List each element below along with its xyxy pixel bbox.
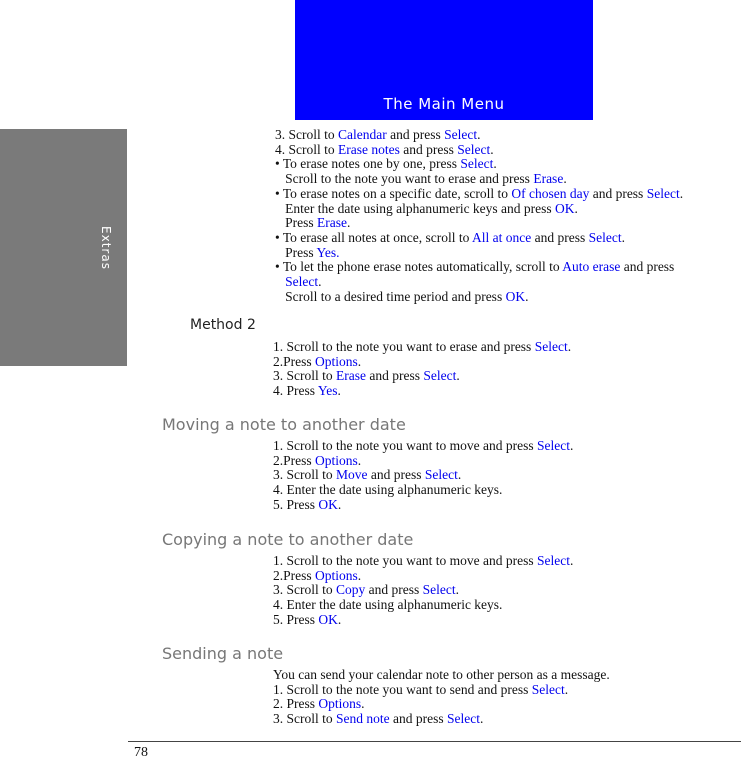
step-text: 2.Press (273, 353, 316, 369)
step-text: . (337, 496, 342, 512)
menu-keyword: Calendar (338, 127, 387, 142)
step-line (273, 339, 571, 354)
step-line (273, 612, 341, 627)
menu-keyword: Select (444, 127, 478, 142)
menu-keyword: Move (336, 467, 368, 483)
copying-heading: Copying a note to another date (162, 530, 414, 549)
step-text: 2.Press (273, 452, 316, 468)
menu-keyword: Erase (336, 368, 366, 384)
menu-keyword: Erase (533, 171, 564, 187)
step-line (273, 368, 460, 383)
step-line (273, 467, 461, 482)
step-text: Scroll to a desired time period and press (275, 288, 506, 304)
step-text: 4. Enter the date using alphanumeric keys. (273, 597, 503, 613)
menu-keyword: Select (531, 681, 565, 697)
step-text: 2.Press (273, 567, 316, 583)
step-line (273, 453, 361, 468)
menu-keyword: OK (555, 200, 575, 216)
page-number: 78 (134, 745, 148, 760)
step-text: 5. Press (273, 496, 319, 512)
step-text: and press (386, 127, 445, 142)
step-line (273, 354, 361, 369)
step-text: 3. Scroll to (273, 368, 336, 384)
menu-keyword: Yes. (316, 244, 340, 260)
footer-rule (128, 741, 741, 742)
menu-keyword: Of chosen day (511, 185, 590, 201)
step-text: . (477, 127, 481, 142)
step-line (275, 259, 674, 274)
step-line (273, 438, 573, 453)
step-text: and press (365, 582, 423, 598)
menu-keyword: Select (536, 553, 570, 568)
step-text: . (679, 185, 684, 201)
step-text: Press (275, 244, 317, 260)
step-text: . (493, 156, 497, 172)
step-text: 4. Scroll to (275, 141, 338, 157)
step-text: and press (389, 711, 447, 727)
step-line (273, 553, 573, 568)
menu-keyword: Select (422, 582, 456, 598)
step-line (275, 127, 480, 142)
step-line (275, 171, 567, 186)
menu-keyword: Select (534, 339, 568, 354)
side-tab-label: Extras (99, 226, 113, 270)
step-text: . (361, 696, 365, 712)
menu-keyword: Options (318, 696, 362, 712)
menu-keyword: Select (588, 229, 622, 245)
step-line (275, 274, 322, 289)
step-text: Enter the date using alphanumeric keys and press (275, 200, 556, 216)
step-text: and press (399, 141, 458, 157)
step-text: . (456, 368, 460, 384)
step-text: 1. Scroll to the note you want to send and press (273, 681, 532, 697)
menu-keyword: Select (447, 711, 480, 727)
step-text: . (490, 141, 494, 157)
step-text: . (621, 229, 625, 245)
step-text: and press (620, 259, 675, 275)
menu-keyword: OK (318, 611, 338, 627)
step-text (275, 274, 285, 289)
menu-keyword: Erase notes (338, 141, 400, 157)
step-text: Press (275, 215, 318, 231)
step-text: • To erase notes on a specific date, scroll to (275, 185, 512, 201)
step-text: . (318, 274, 322, 289)
step-text: . (564, 681, 569, 697)
step-line (275, 142, 494, 157)
step-text: . (337, 383, 341, 399)
step-line (275, 289, 528, 304)
step-line (273, 667, 610, 682)
banner-title: The Main Menu (383, 95, 505, 113)
menu-keyword: Yes (317, 383, 338, 399)
step-text: 4. Press (273, 383, 318, 399)
step-line (273, 497, 341, 512)
menu-keyword: Options (315, 567, 358, 583)
step-text: Scroll to the note you want to erase and press (275, 171, 534, 187)
step-line (273, 696, 365, 711)
step-text: • To let the phone erase notes automatically, scroll to (275, 259, 563, 275)
step-text: 3. Scroll to (273, 582, 336, 598)
step-line (273, 711, 483, 726)
step-text: . (455, 582, 460, 598)
step-line (273, 597, 502, 612)
step-line (273, 682, 568, 697)
moving-heading: Moving a note to another date (162, 415, 406, 434)
step-text: • To erase all notes at once, scroll to (275, 229, 472, 245)
step-text: . (563, 171, 567, 187)
menu-keyword: Select (460, 156, 494, 172)
method2-heading: Method 2 (190, 317, 256, 333)
menu-keyword: Options (315, 353, 358, 369)
menu-keyword: Auto erase (562, 259, 621, 275)
step-text: and press (365, 368, 424, 384)
menu-keyword: Select (285, 274, 319, 289)
step-text: . (574, 200, 578, 216)
menu-keyword: Select (457, 141, 491, 157)
step-line (275, 201, 578, 216)
step-line (275, 245, 340, 260)
menu-keyword: Select (536, 438, 570, 453)
menu-keyword: Copy (336, 582, 366, 598)
step-line (273, 383, 341, 398)
step-text: 3. Scroll to (273, 711, 336, 727)
step-line (273, 568, 361, 583)
menu-keyword: Send note (336, 711, 390, 727)
step-line (275, 156, 497, 171)
step-text: . (480, 711, 484, 727)
step-text: 1. Scroll to the note you want to move and press (273, 438, 537, 453)
menu-keyword: OK (505, 288, 526, 304)
menu-keyword: Erase (317, 215, 347, 231)
step-text: 3. Scroll to (275, 127, 338, 142)
step-line (275, 215, 350, 230)
menu-keyword: OK (318, 496, 338, 512)
step-line (275, 230, 625, 245)
step-line (273, 482, 502, 497)
menu-keyword: Options (315, 452, 358, 468)
step-text: . (347, 215, 351, 231)
step-text: 1. Scroll to the note you want to move and press (273, 553, 537, 568)
step-text: 2. Press (273, 696, 319, 712)
step-text: . (357, 567, 362, 583)
menu-keyword: All at once (471, 229, 532, 245)
step-text: . (357, 353, 362, 369)
step-text: . (525, 288, 529, 304)
step-text: and press (531, 229, 589, 245)
step-text: 4. Enter the date using alphanumeric keys. (273, 482, 503, 498)
step-text: . (567, 339, 572, 354)
step-text: You can send your calendar note to other person as a message. (273, 667, 610, 682)
menu-keyword: Select (646, 185, 680, 201)
step-text: . (357, 452, 362, 468)
step-text: . (337, 611, 342, 627)
step-text: . (569, 438, 574, 453)
menu-keyword: Select (423, 368, 457, 384)
step-text: . (457, 467, 462, 483)
main-menu-banner (295, 0, 593, 120)
step-text: and press (589, 185, 647, 201)
step-text: 1. Scroll to the note you want to erase and press (273, 339, 535, 354)
menu-keyword: Select (424, 467, 458, 483)
step-text: 5. Press (273, 611, 319, 627)
step-line (273, 582, 459, 597)
step-text: and press (367, 467, 425, 483)
step-text: • To erase notes one by one, press (275, 156, 461, 172)
sending-heading: Sending a note (162, 644, 284, 663)
step-text: 3. Scroll to (273, 467, 336, 483)
step-text: . (569, 553, 574, 568)
step-line (275, 186, 683, 201)
